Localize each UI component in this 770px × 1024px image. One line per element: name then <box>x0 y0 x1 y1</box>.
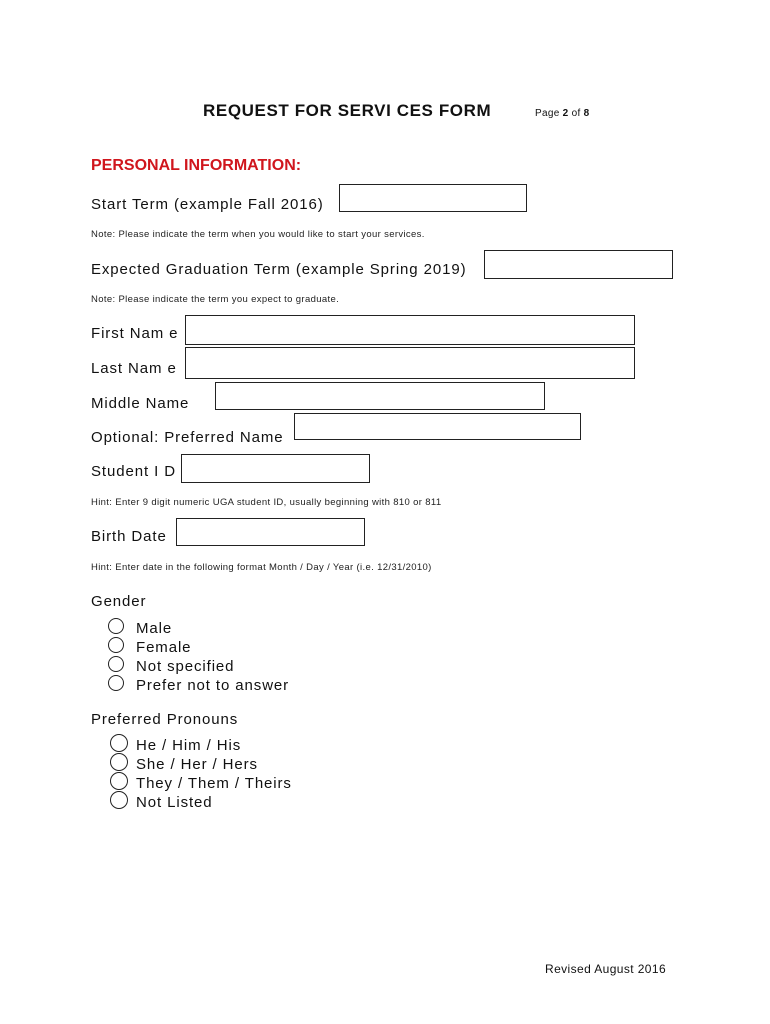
gender-option-label: Female <box>136 639 192 656</box>
pronoun-option-label: Not Listed <box>136 794 213 811</box>
pronoun-radio-not-listed[interactable] <box>110 791 128 809</box>
gender-radio-not-specified[interactable] <box>108 656 124 672</box>
first-name-input[interactable] <box>185 315 635 345</box>
start-term-input[interactable] <box>339 184 527 212</box>
gender-radio-female[interactable] <box>108 637 124 653</box>
gender-label: Gender <box>91 593 147 610</box>
page-number <box>535 108 590 119</box>
start-term-note: Note: Please indicate the term when you would like to start your services. <box>91 229 425 240</box>
gender-option-label: Prefer not to answer <box>136 677 290 694</box>
preferred-name-label: Optional: Preferred Name <box>91 429 284 446</box>
birth-date-hint: Hint: Enter date in the following format Month / Day / Year (i.e. 12/31/2010) <box>91 562 432 573</box>
grad-term-label: Expected Graduation Term (example Spring 2019) <box>91 261 467 278</box>
pronoun-option-label: He / Him / His <box>136 737 242 754</box>
grad-term-note: Note: Please indicate the term you expect to graduate. <box>91 294 340 305</box>
preferred-name-input[interactable] <box>294 413 581 440</box>
student-id-label: Student I D <box>91 463 176 480</box>
page-current: 2 <box>562 108 569 119</box>
birth-date-label: Birth Date <box>91 528 167 545</box>
form-title: REQUEST FOR SERVI CES FORM <box>203 101 492 120</box>
student-id-input[interactable] <box>181 454 370 483</box>
page-prefix: Page <box>535 108 560 119</box>
last-name-input[interactable] <box>185 347 635 379</box>
pronoun-option-label: They / Them / Theirs <box>136 775 292 792</box>
pronoun-radio-she[interactable] <box>110 753 128 771</box>
pronoun-radio-they[interactable] <box>110 772 128 790</box>
gender-option-label: Not specified <box>136 658 235 675</box>
start-term-label: Start Term (example Fall 2016) <box>91 196 324 213</box>
page-of: of <box>571 108 581 119</box>
gender-option-label: Male <box>136 620 173 637</box>
middle-name-input[interactable] <box>215 382 545 410</box>
middle-name-label: Middle Name <box>91 395 190 412</box>
gender-radio-male[interactable] <box>108 618 124 634</box>
pronouns-label: Preferred Pronouns <box>91 711 239 728</box>
grad-term-input[interactable] <box>484 250 673 279</box>
pronoun-option-label: She / Her / Hers <box>136 756 258 773</box>
first-name-label: First Nam e <box>91 325 179 342</box>
section-title: PERSONAL INFORMATION: <box>91 157 302 174</box>
pronoun-radio-he[interactable] <box>110 734 128 752</box>
gender-radio-prefer-not[interactable] <box>108 675 124 691</box>
page-total: 8 <box>583 108 590 119</box>
student-id-hint: Hint: Enter 9 digit numeric UGA student ID, usually beginning with 810 or 811 <box>91 497 442 508</box>
last-name-label: Last Nam e <box>91 360 177 377</box>
birth-date-input[interactable] <box>176 518 365 546</box>
revised-date: Revised August 2016 <box>545 962 667 976</box>
